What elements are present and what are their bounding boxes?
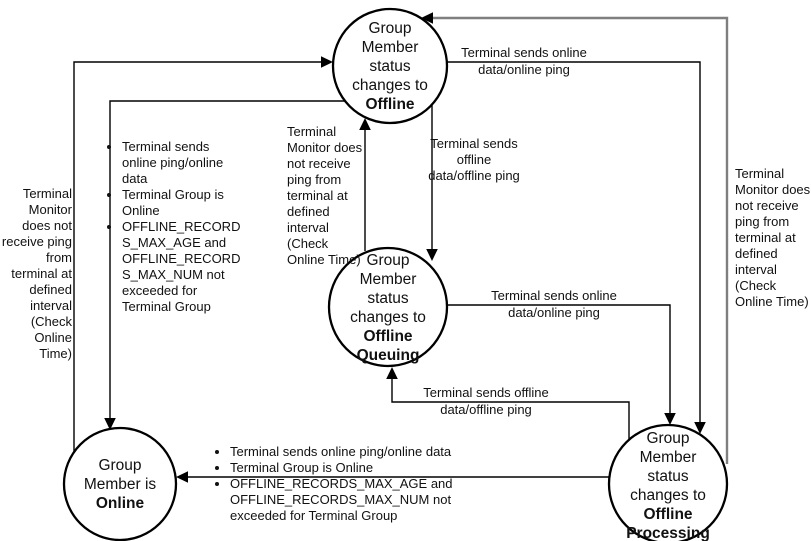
- condition-item: • Terminal sends online ping/online data: [230, 444, 482, 460]
- edge-label-queuing-to-offline: Terminal Monitor does not receive ping from terminal at defined interval (Check Online Time): [287, 124, 363, 267]
- condition-item: • Terminal Group is Online: [122, 187, 242, 219]
- node-offline-label: [344, 19, 436, 114]
- edge-label-offline-to-queuing: Terminal sends offline data/offline ping: [428, 136, 520, 183]
- node-offline-queuing-prefix: Group Member status changes to: [350, 252, 426, 326]
- node-offline-state: Offline: [365, 96, 415, 113]
- edge-conditions-offline-to-online: [106, 139, 292, 315]
- node-online-label: [81, 456, 159, 513]
- condition-item: • OFFLINE_RECORDS_MAX_AGE and OFFLINE_RECORDS_MAX_NUM not exceeded for Terminal Group: [122, 219, 242, 315]
- edge-label-online-to-offline: Terminal Monitor does not receive ping from terminal at defined interval (Check Online Time): [1, 186, 72, 361]
- edge-label-queuing-to-processing: Terminal sends online data/online ping: [491, 288, 617, 320]
- condition-item: • Terminal sends online ping/online data: [122, 139, 242, 187]
- edge-offline-to-processing: [447, 62, 706, 434]
- node-offline-queuing-state: Offline Queuing: [356, 328, 420, 364]
- node-online-state: Online: [95, 495, 145, 512]
- condition-item: • Terminal Group is Online: [230, 460, 482, 476]
- node-offline-processing-prefix: Group Member status changes to: [630, 430, 706, 504]
- node-offline-processing-label: [622, 429, 714, 541]
- condition-item: • OFFLINE_RECORDS_MAX_AGE and OFFLINE_RECORDS_MAX_NUM not exceeded for Terminal Group: [230, 476, 482, 524]
- node-offline-processing-state: Offline Processing: [626, 506, 710, 541]
- edge-label-processing-to-queuing: Terminal sends offline data/offline ping: [423, 385, 549, 417]
- edge-conditions-processing-to-online: [214, 444, 510, 524]
- edge-label-offline-to-processing: Terminal sends online data/online ping: [461, 45, 587, 77]
- node-offline-queuing-label: [342, 251, 434, 365]
- node-offline-prefix: Group Member status changes to: [352, 20, 428, 94]
- node-online-prefix: Group Member is: [83, 457, 157, 493]
- edge-label-processing-to-offline: Terminal Monitor does not receive ping from terminal at defined interval (Check Online Time): [735, 166, 811, 309]
